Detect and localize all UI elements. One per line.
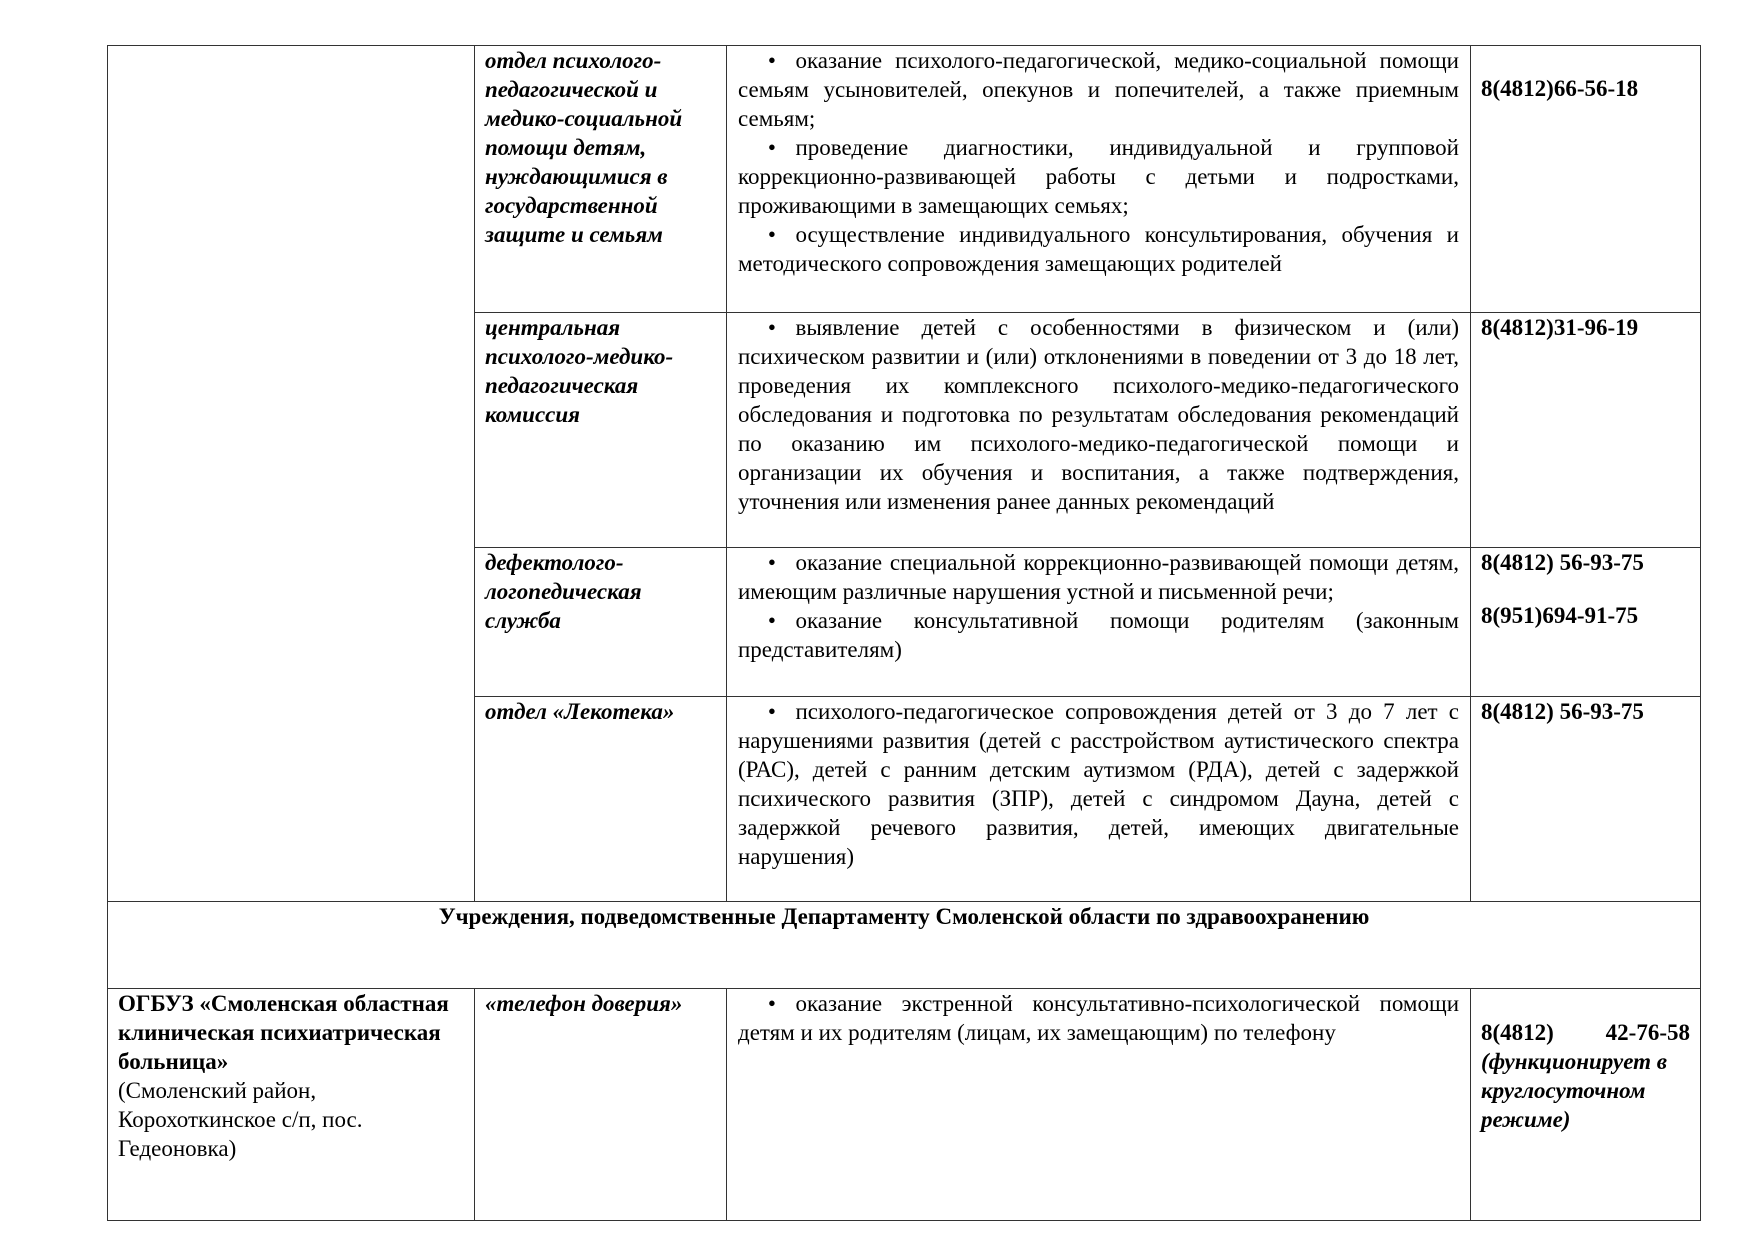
- services-cell: [727, 46, 1471, 313]
- department-name: дефектолого-логопедическая служба: [485, 550, 642, 633]
- list-item: [738, 548, 1459, 606]
- list-item: [738, 220, 1459, 278]
- services-table: [107, 45, 1701, 1221]
- phone-digits: 42-76-58: [1605, 1020, 1690, 1045]
- bullet-icon: •: [767, 991, 776, 1016]
- phone-cell: [1471, 989, 1701, 1221]
- section-row: [108, 902, 1701, 989]
- services-list: [738, 548, 1459, 664]
- phone-number: [1481, 1018, 1690, 1047]
- bullet-icon: •: [767, 550, 776, 575]
- service-text: оказание специальной коррекционно-развивающей помощи детям, имеющим различные нарушения устной и письменной речи;: [738, 550, 1459, 604]
- services-cell: [727, 313, 1471, 548]
- org-cell: [108, 989, 475, 1221]
- department-cell: [475, 697, 727, 902]
- phone-number: 8(4812)66-56-18: [1481, 76, 1639, 101]
- phone-code: 8(4812): [1481, 1020, 1554, 1045]
- service-text: оказание консультативной помощи родителям (законным представителям): [738, 608, 1459, 662]
- org-cell-empty: [108, 46, 475, 902]
- department-name: центральная психолого-медико-педагогическая комиссия: [485, 315, 674, 427]
- department-cell: [475, 989, 727, 1221]
- services-list: [738, 697, 1459, 871]
- department-name: «телефон доверия»: [485, 991, 683, 1016]
- department-cell: [475, 46, 727, 313]
- bullet-icon: •: [767, 608, 776, 633]
- bullet-icon: •: [767, 135, 776, 160]
- service-text: оказание психолого-педагогической, медико-социальной помощи семьям усыновителей, опекунов и попечителей, а также приемным семьям;: [738, 48, 1459, 131]
- service-text: проведение диагностики, индивидуальной и групповой коррекционно-развивающей работы с детьми и подростками, проживающими в замещающих семьях;: [738, 135, 1459, 218]
- bullet-icon: •: [767, 699, 776, 724]
- services-list: [738, 989, 1459, 1047]
- services-cell: [727, 697, 1471, 902]
- phone-cell: [1471, 46, 1701, 313]
- mode-note: (функционирует в круглосуточном режиме): [1481, 1049, 1668, 1132]
- phone-number: 8(4812) 56-93-75: [1481, 550, 1644, 575]
- list-item: [738, 133, 1459, 220]
- bullet-icon: •: [767, 315, 776, 340]
- service-text: осуществление индивидуального консультирования, обучения и методического сопровождения замещающих родителей: [738, 222, 1459, 276]
- phone-number: 8(4812)31-96-19: [1481, 315, 1639, 340]
- list-item: [738, 989, 1459, 1047]
- service-text: психолого-педагогическое сопровождения детей от 3 до 7 лет с нарушениями развития (детей с расстройством аутистического спектра (РАС), детей с ранним детским аутизмом (РДА), детей с задержкой психического развития (ЗПР), детей с синдромом Дауна, детей с задержкой речевого развития, детей, имеющих двигательные нарушения): [738, 699, 1459, 869]
- table-row: [108, 989, 1701, 1221]
- department-name: отдел психолого-педагогической и медико-социальной помощи детям, нуждающимися в государственной защите и семьям: [485, 48, 683, 247]
- department-name: отдел «Лекотека»: [485, 699, 675, 724]
- services-cell: [727, 989, 1471, 1221]
- phone-number: 8(4812) 56-93-75: [1481, 699, 1644, 724]
- bullet-icon: •: [767, 48, 776, 73]
- list-item: [738, 606, 1459, 664]
- department-cell: [475, 313, 727, 548]
- phone-cell: [1471, 313, 1701, 548]
- section-title: Учреждения, подведомственные Департаменту Смоленской области по здравоохранению: [108, 902, 1701, 989]
- service-text: выявление детей с особенностями в физическом и (или) психическом развитии и (или) отклонениями в поведении от 3 до 18 лет, проведения их комплексного психолого-медико-педагогического обследования и подготовка по результатам обследования рекомендаций по оказанию им психолого-медико-педагогической помощи и организации их обучения и воспитания, а также подтверждения, уточнения или изменения ранее данных рекомендаций: [738, 315, 1459, 514]
- services-cell: [727, 548, 1471, 697]
- list-item: [738, 697, 1459, 871]
- department-cell: [475, 548, 727, 697]
- org-address: (Смоленский район, Корохоткинское с/п, пос. Гедеоновка): [118, 1078, 363, 1161]
- list-item: [738, 313, 1459, 516]
- org-name: ОГБУЗ «Смоленская областная клиническая психиатрическая больница»: [118, 991, 449, 1074]
- phone-cell: [1471, 548, 1701, 697]
- service-text: оказание экстренной консультативно-психологической помощи детям и их родителям (лицам, их замещающим) по телефону: [738, 991, 1459, 1045]
- table-row: [108, 46, 1701, 313]
- phone-cell: [1471, 697, 1701, 902]
- services-list: [738, 313, 1459, 516]
- bullet-icon: •: [767, 222, 776, 247]
- phone-number-mobile: 8(951)694-91-75: [1481, 603, 1639, 628]
- services-list: [738, 46, 1459, 278]
- list-item: [738, 46, 1459, 133]
